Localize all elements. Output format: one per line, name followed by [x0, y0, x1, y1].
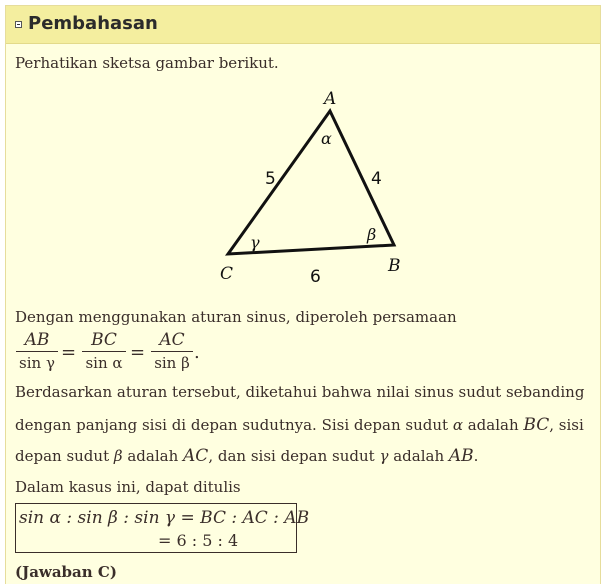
math-gamma: γ [379, 447, 389, 465]
result-line-1: sin α : sin β : sin γ = BC : AC : AB [19, 508, 310, 528]
fraction-numerator: BC [82, 330, 126, 352]
angle-beta-label: β [367, 225, 377, 244]
law-intro-text: Dengan menggunakan aturan sinus, diperoleh persamaan [15, 308, 457, 326]
vertex-b-label: B [388, 256, 401, 276]
triangle-figure [211, 86, 411, 286]
side-bc-label: 6 [310, 267, 321, 286]
explain-line-2 [15, 415, 584, 435]
math-bc: BC [523, 415, 550, 435]
angle-gamma-label: γ [250, 233, 260, 252]
fraction-numerator: AB [16, 330, 58, 352]
period: . [194, 342, 200, 363]
panel-header[interactable] [6, 6, 600, 44]
case-text: Dalam kasus ini, dapat ditulis [15, 478, 241, 496]
answer-text: (Jawaban C) [15, 563, 117, 581]
text-segment: adalah [467, 416, 519, 434]
fraction-denominator: sin β [154, 354, 190, 372]
equals-sign: = [130, 342, 146, 363]
text-segment: adalah [127, 447, 179, 465]
explain-line-3 [15, 446, 478, 466]
text-segment: dengan panjang sisi di depan sudutnya. Sisi depan sudut [15, 416, 449, 434]
math-ab: AB [448, 446, 474, 466]
result-box [15, 503, 310, 553]
fraction-bc-sin-alpha [82, 330, 126, 373]
text-segment: , sisi [549, 416, 584, 434]
vertex-a-label: A [324, 89, 337, 109]
fraction-ab-sin-gamma [16, 330, 58, 373]
equals-sign: = [61, 342, 77, 363]
intro-text: Perhatikan sketsa gambar berikut. [15, 54, 279, 72]
side-ab-label: 4 [371, 169, 382, 189]
explain-line-1: Berdasarkan aturan tersebut, diketahui bahwa nilai sinus sudut sebanding [15, 383, 585, 401]
text-segment: . [473, 447, 479, 465]
fraction-numerator: AC [151, 330, 193, 352]
explanation-panel [5, 5, 601, 584]
fraction-denominator: sin γ [19, 354, 55, 372]
vertex-c-label: C [220, 264, 234, 284]
collapse-icon[interactable] [15, 21, 22, 28]
side-ac-label: 5 [265, 169, 276, 189]
text-segment: adalah [393, 447, 445, 465]
fraction-ac-sin-beta [151, 330, 193, 373]
panel-title: Pembahasan [28, 13, 158, 34]
text-segment: , dan sisi depan sudut [208, 447, 375, 465]
math-alpha: α [452, 416, 463, 434]
text-segment: depan sudut [15, 447, 110, 465]
result-line-2: = 6 : 5 : 4 [158, 531, 239, 550]
math-beta: β [113, 447, 123, 465]
angle-alpha-label: α [321, 129, 332, 148]
math-ac: AC [183, 446, 209, 466]
fraction-denominator: sin α [85, 354, 123, 372]
